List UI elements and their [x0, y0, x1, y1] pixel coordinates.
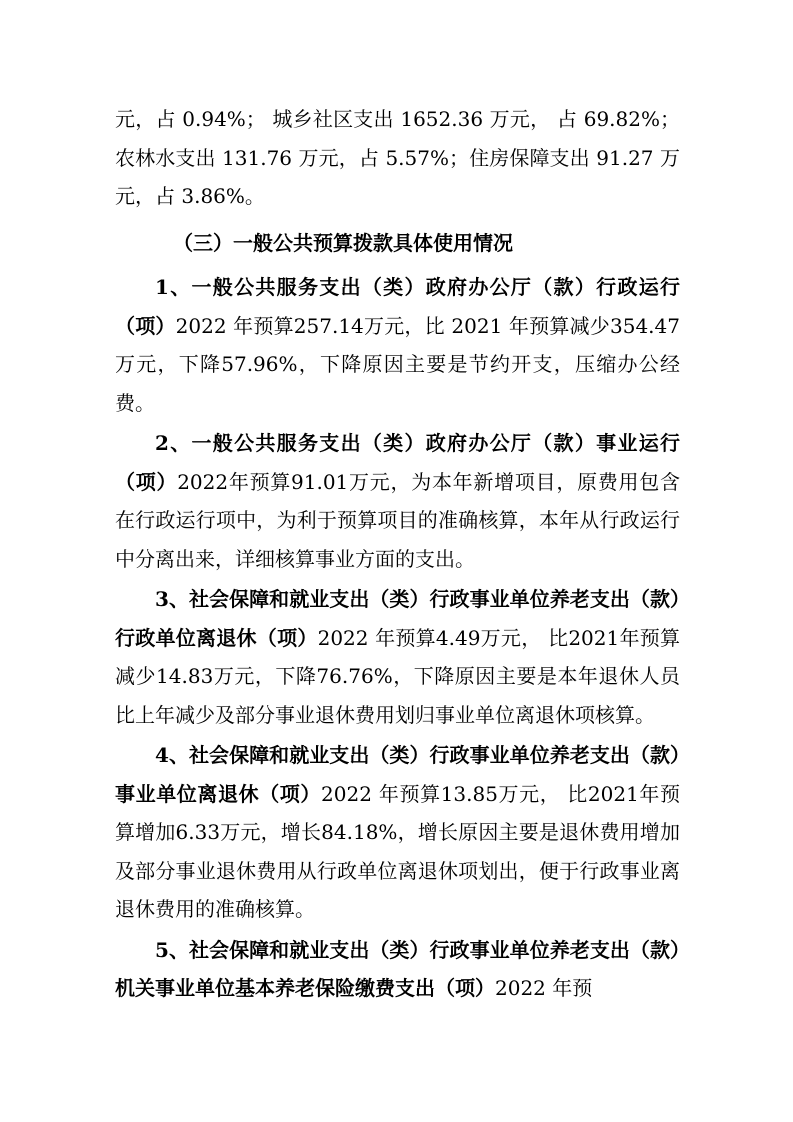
item-5-title: 5、社会保障和就业支出（类）行政事业单位养老支出（款）机关事业单位基本养老保险缴费支出（项）: [115, 937, 680, 1000]
item-3-title: 3、社会保障和就业支出（类）行政事业单位养老支出（款）行政单位离退休（项）: [115, 587, 680, 650]
item-1-title: 1、一般公共服务支出（类）政府办公厅（款）行政运行（项）: [115, 275, 680, 338]
item-5-text: 2022 年预: [495, 976, 593, 1000]
list-item-2: [115, 424, 680, 578]
item-4-text: 2022 年预算13.85万元， 比2021年预算增加6.33万元，增长84.18%，增长原因主要是退休费用增加及部分事业退休费用从行政单位离退休项划出，便于行政事业离退休费用的准确核算。: [115, 781, 680, 921]
list-item-5: [115, 931, 680, 1008]
item-3-text: 2022 年预算4.49万元， 比2021年预算减少14.83万元，下降76.76%，下降原因主要是本年退休人员比上年减少及部分事业退休费用划归事业单位离退休项核算。: [115, 625, 681, 727]
paragraph-continuation: 元，占 0.94%； 城乡社区支出 1652.36 万元， 占 69.82%； 农林水支出 131.76 万元，占 5.57%；住房保障支出 91.27 万元，占 3.86%。: [115, 107, 680, 208]
document-body: [115, 100, 680, 1008]
list-item-1: [115, 268, 680, 422]
item-4-title: 4、社会保障和就业支出（类）行政事业单位养老支出（款）事业单位离退休（项）: [115, 743, 680, 806]
item-2-title: 2、一般公共服务支出（类）政府办公厅（款）事业运行（项）: [115, 431, 680, 494]
list-item-3: [115, 580, 680, 734]
item-1-text: 2022 年预算257.14万元，比 2021 年预算减少354.47万元，下降57.96%，下降原因主要是节约开支，压缩办公经费。: [115, 313, 680, 415]
list-item-4: [115, 736, 680, 929]
item-2-text: 2022年预算91.01万元，为本年新增项目，原费用包含在行政运行项中，为利于预算项目的准确核算，本年从行政运行中分离出来，详细核算事业方面的支出。: [115, 469, 681, 571]
section-heading: （三）一般公共预算拨款具体使用情况: [173, 230, 513, 255]
